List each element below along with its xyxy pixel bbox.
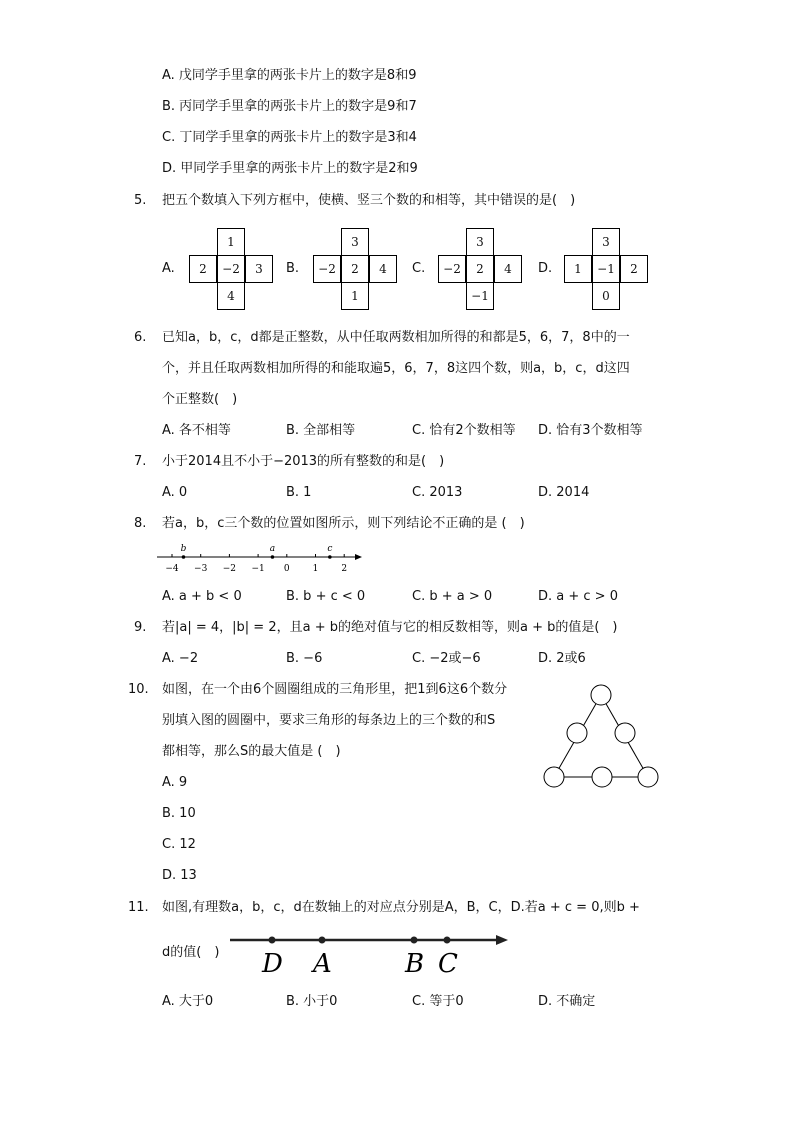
q10-option-a: A. 9 <box>162 775 188 790</box>
q10-option-d: D. 13 <box>162 868 197 883</box>
q6-option-a: A. 各不相等 <box>162 423 231 438</box>
q8-option-d: D. a + c > 0 <box>538 589 618 604</box>
q7-stem: 小于2014且不小于−2013的所有整数的和是( ) <box>162 454 445 469</box>
point-c-dot <box>328 555 332 559</box>
triangle-circle <box>638 767 658 787</box>
q6-option-c: C. 恰有2个数相等 <box>412 423 516 438</box>
point-d-label: D <box>262 949 283 978</box>
q4-option-b: B. 丙同学手里拿的两张卡片上的数字是9和7 <box>162 99 417 114</box>
axis-tick-label: −1 <box>251 564 265 574</box>
q8-option-a: A. a + b < 0 <box>162 589 242 604</box>
q11-option-c: C. 等于0 <box>412 994 464 1009</box>
q8-option-b: B. b + c < 0 <box>286 589 366 604</box>
q6-stem-line1: 已知a，b，c，d都是正整数，从中任取两数相加所得的和都是5，6，7，8中的一 <box>162 330 630 345</box>
axis-tick-label: −4 <box>165 564 179 574</box>
q6-stem-line3: 个正整数( ) <box>162 392 238 407</box>
point-c-dot <box>444 937 451 944</box>
point-c-label: c <box>327 544 333 554</box>
cross-cell-bottom: 4 <box>217 282 245 310</box>
q7-option-c: C. 2013 <box>412 485 463 500</box>
q4-option-a: A. 戊同学手里拿的两张卡片上的数字是8和9 <box>162 68 417 83</box>
q8-number: 8. <box>134 516 147 531</box>
q9-stem: 若|a| = 4，|b| = 2，且a + b的绝对值与它的相反数相等，则a + b的值是( ) <box>162 620 618 635</box>
cross-cell-right: 4 <box>494 255 522 283</box>
q6-option-d: D. 恰有3个数相等 <box>538 423 643 438</box>
q10-stem-line1: 如图，在一个由6个圆圈组成的三角形里，把1到6这6个数分 <box>162 682 508 697</box>
axis-tick-label: 2 <box>341 564 348 574</box>
q4-option-d: D. 甲同学手里拿的两张卡片上的数字是2和9 <box>162 161 418 176</box>
cross-cell-top: 3 <box>466 228 494 256</box>
q5-fig-label: C. <box>412 261 426 276</box>
triangle-circle <box>592 767 612 787</box>
q6-number: 6. <box>134 330 147 345</box>
q5-number: 5. <box>134 193 147 208</box>
cross-cell-left: −2 <box>313 255 341 283</box>
q10-option-b: B. 10 <box>162 806 196 821</box>
cross-cell-top: 3 <box>341 228 369 256</box>
q10-option-c: C. 12 <box>162 837 196 852</box>
q9-option-d: D. 2或6 <box>538 651 586 666</box>
q11-stem-line1: 如图,有理数a，b，c，d在数轴上的对应点分别是A，B，C，D.若a + c = 0,则b + <box>162 900 640 915</box>
q10-stem-line2: 别填入图的圆圈中，要求三角形的每条边上的三个数的和S <box>162 713 496 728</box>
cross-cell-bottom: 1 <box>341 282 369 310</box>
q7-number: 7. <box>134 454 147 469</box>
point-a-label: A <box>313 949 332 978</box>
point-a-dot <box>319 937 326 944</box>
point-a-dot <box>271 555 275 559</box>
cross-cell-top: 3 <box>592 228 620 256</box>
axis-tick-label: −2 <box>222 564 237 574</box>
cross-cell-center: −2 <box>217 255 245 283</box>
q7-option-d: D. 2014 <box>538 485 590 500</box>
triangle-circle <box>544 767 564 787</box>
q6-option-b: B. 全部相等 <box>286 423 356 438</box>
cross-cell-bottom: 0 <box>592 282 620 310</box>
cross-cell-right: 2 <box>620 255 648 283</box>
q8-option-c: C. b + a > 0 <box>412 589 493 604</box>
q10-circle-triangle-figure <box>540 680 664 792</box>
q8-stem: 若a，b，c三个数的位置如图所示，则下列结论不正确的是 ( ) <box>162 516 525 531</box>
axis-arrow <box>355 554 362 560</box>
q10-stem-line3: 都相等，那么S的最大值是 ( ) <box>162 744 341 759</box>
cross-cell-center: 2 <box>466 255 494 283</box>
q5-stem: 把五个数填入下列方框中，使横、竖三个数的和相等，其中错误的是( ) <box>162 193 576 208</box>
cross-cell-center: −1 <box>592 255 620 283</box>
cross-cell-right: 4 <box>369 255 397 283</box>
cross-cell-center: 2 <box>341 255 369 283</box>
q5-fig-label: A. <box>162 261 175 276</box>
point-b-dot <box>411 937 418 944</box>
cross-cell-left: 2 <box>189 255 217 283</box>
triangle-circle <box>591 685 611 705</box>
q11-option-a: A. 大于0 <box>162 994 214 1009</box>
cross-cell-bottom: −1 <box>466 282 494 310</box>
triangle-circle <box>615 723 635 743</box>
q9-option-a: A. −2 <box>162 651 199 666</box>
q11-number: 11. <box>128 900 149 915</box>
q11-number-line <box>228 928 513 978</box>
q11-option-b: B. 小于0 <box>286 994 338 1009</box>
q5-fig-label: B. <box>286 261 300 276</box>
cross-cell-top: 1 <box>217 228 245 256</box>
point-b-dot <box>182 555 186 559</box>
q7-option-b: B. 1 <box>286 485 312 500</box>
point-b-label: B <box>405 949 425 978</box>
axis-tick-label: 0 <box>283 564 290 574</box>
q9-option-c: C. −2或−6 <box>412 651 481 666</box>
axis-tick-label: −3 <box>194 564 208 574</box>
point-c-label: C <box>438 949 458 978</box>
q4-option-c: C. 丁同学手里拿的两张卡片上的数字是3和4 <box>162 130 417 145</box>
q6-stem-line2: 个，并且任取两数相加所得的和能取遍5，6，7，8这四个数，则a，b，c，d这四 <box>162 361 630 376</box>
q9-number: 9. <box>134 620 147 635</box>
cross-cell-left: 1 <box>564 255 592 283</box>
q11-stem-line2: d的值( ) <box>162 945 220 960</box>
q5-fig-label: D. <box>538 261 553 276</box>
q10-number: 10. <box>128 682 149 697</box>
q7-option-a: A. 0 <box>162 485 188 500</box>
cross-cell-left: −2 <box>438 255 466 283</box>
point-a-label: a <box>269 544 276 554</box>
axis-tick-label: 1 <box>312 564 319 574</box>
q8-number-line <box>155 540 365 576</box>
cross-cell-right: 3 <box>245 255 273 283</box>
triangle-circle <box>567 723 587 743</box>
point-b-label: b <box>180 544 187 554</box>
q9-option-b: B. −6 <box>286 651 323 666</box>
point-d-dot <box>269 937 276 944</box>
q11-option-d: D. 不确定 <box>538 994 596 1009</box>
